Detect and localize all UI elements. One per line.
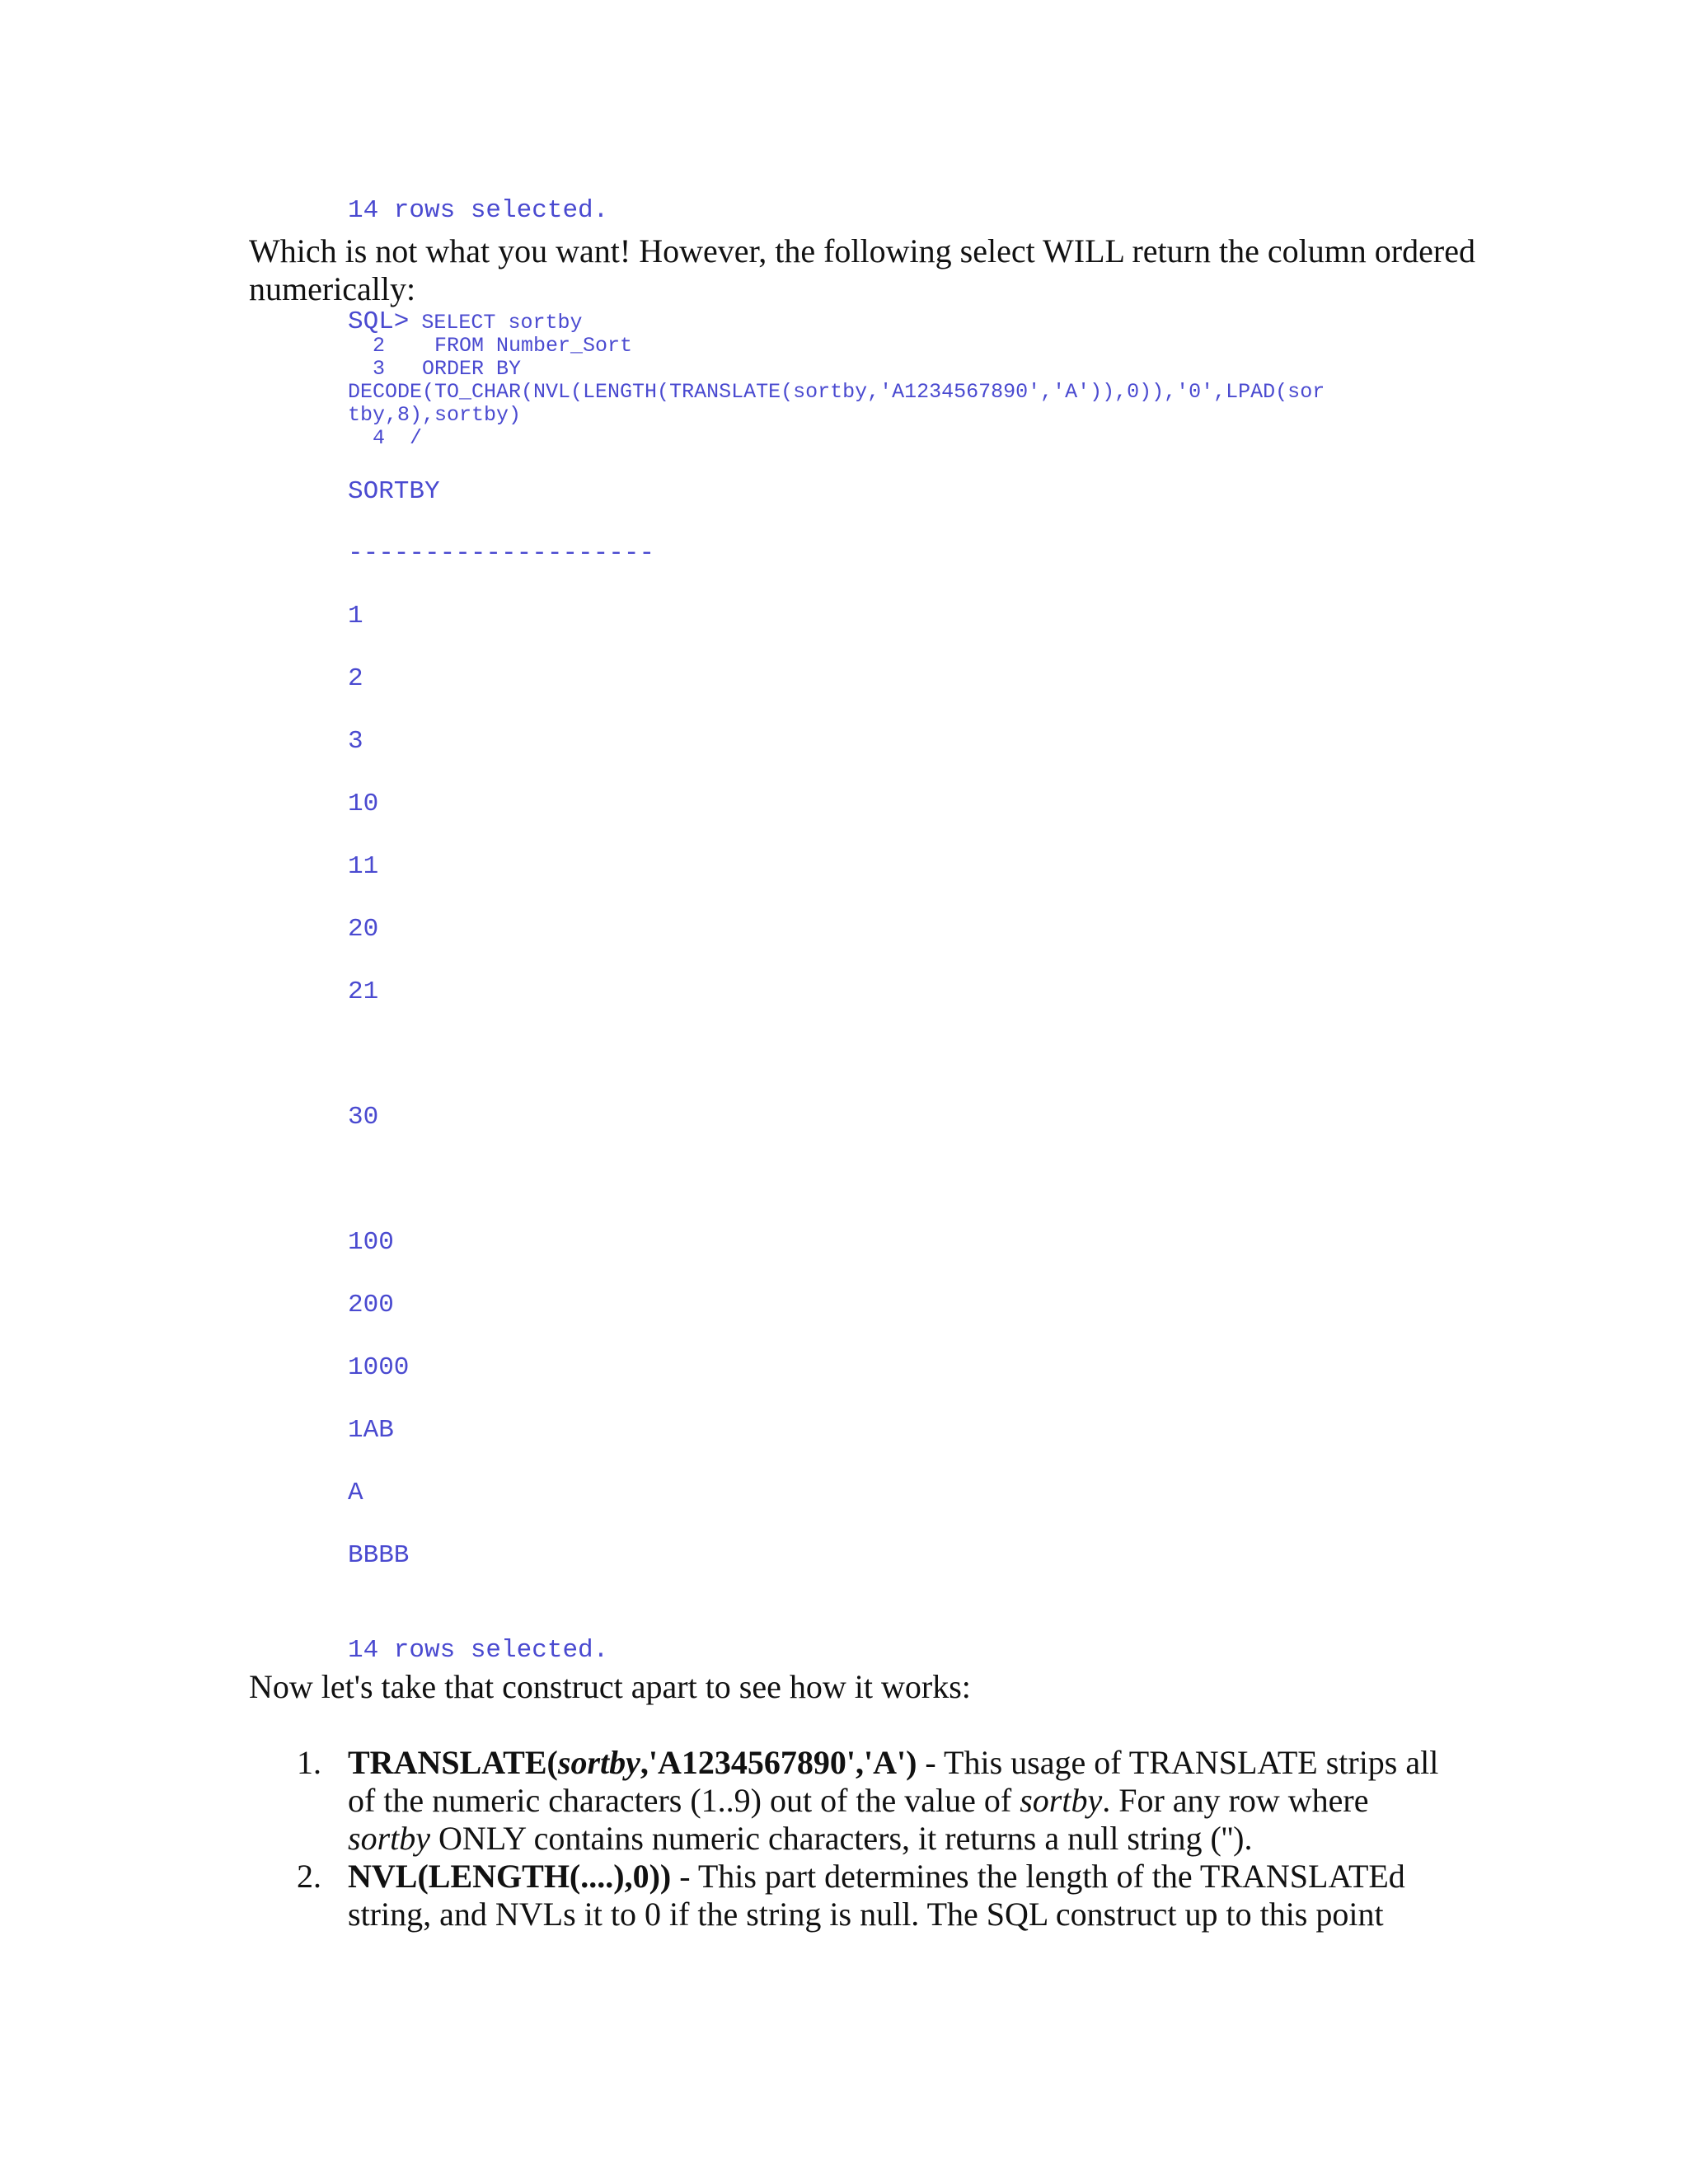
result-row: 100 xyxy=(348,1228,394,1257)
rows-selected-text: 14 rows selected. xyxy=(348,196,609,225)
result-column-header: SORTBY xyxy=(348,477,440,506)
item-text: - This part determines the length of the TRANSLATEd string, and NVLs it to 0 if the string is null. The SQL construct up to this point xyxy=(348,1858,1405,1933)
paragraph: Now let's take that construct apart to see how it works: xyxy=(249,1668,971,1705)
paragraph: Which is not what you want! However, the following select WILL return the column ordered numerically: xyxy=(249,232,1475,307)
item-text-italic: sortby xyxy=(1020,1782,1103,1819)
rows-selected-text: 14 rows selected. xyxy=(348,1636,609,1665)
sql-line: 4 / xyxy=(348,426,423,450)
sql-prompt: SQL> xyxy=(348,307,410,336)
result-row: 1 xyxy=(348,602,363,630)
result-row: 30 xyxy=(348,1103,379,1132)
list-number: 2. xyxy=(297,1858,321,1895)
result-row: 2 xyxy=(348,664,363,693)
sql-line: DECODE(TO_CHAR(NVL(LENGTH(TRANSLATE(sortby,'A1234567890','A')),0)),'0',LPAD(sor xyxy=(348,380,1325,404)
result-row: 21 xyxy=(348,977,379,1006)
result-row: 20 xyxy=(348,915,379,944)
item-text-italic: sortby xyxy=(348,1820,430,1857)
sql-code-block xyxy=(348,307,1325,450)
item-text: - This usage of TRANSLATE strips all of the numeric characters (1..9) out of the value of xyxy=(348,1744,1439,1819)
sql-line: SELECT sortby xyxy=(409,311,583,335)
sql-line: 3 ORDER BY xyxy=(348,357,522,381)
list-item xyxy=(247,1744,1442,1858)
result-row: 1000 xyxy=(348,1353,410,1382)
list-number: 1. xyxy=(297,1744,321,1781)
list-item xyxy=(247,1858,1442,1933)
sql-line: tby,8),sortby) xyxy=(348,403,522,427)
result-row: 200 xyxy=(348,1291,394,1319)
result-separator: -------------------- xyxy=(348,539,655,568)
result-row: 11 xyxy=(348,852,379,881)
item-text: . For any row where xyxy=(1102,1782,1369,1819)
code-term: NVL(LENGTH(....),0)) xyxy=(348,1858,672,1895)
result-row: BBBB xyxy=(348,1541,410,1570)
sql-line: 2 FROM Number_Sort xyxy=(348,334,633,358)
explanation-list xyxy=(247,1744,1442,1933)
result-row: 3 xyxy=(348,727,363,756)
code-term: TRANSLATE(sortby,'A1234567890','A') xyxy=(348,1744,917,1781)
result-row: 10 xyxy=(348,790,379,818)
item-text: ONLY contains numeric characters, it returns a null string (''). xyxy=(430,1820,1253,1857)
result-row: 1AB xyxy=(348,1416,394,1445)
result-row: A xyxy=(348,1479,363,1507)
